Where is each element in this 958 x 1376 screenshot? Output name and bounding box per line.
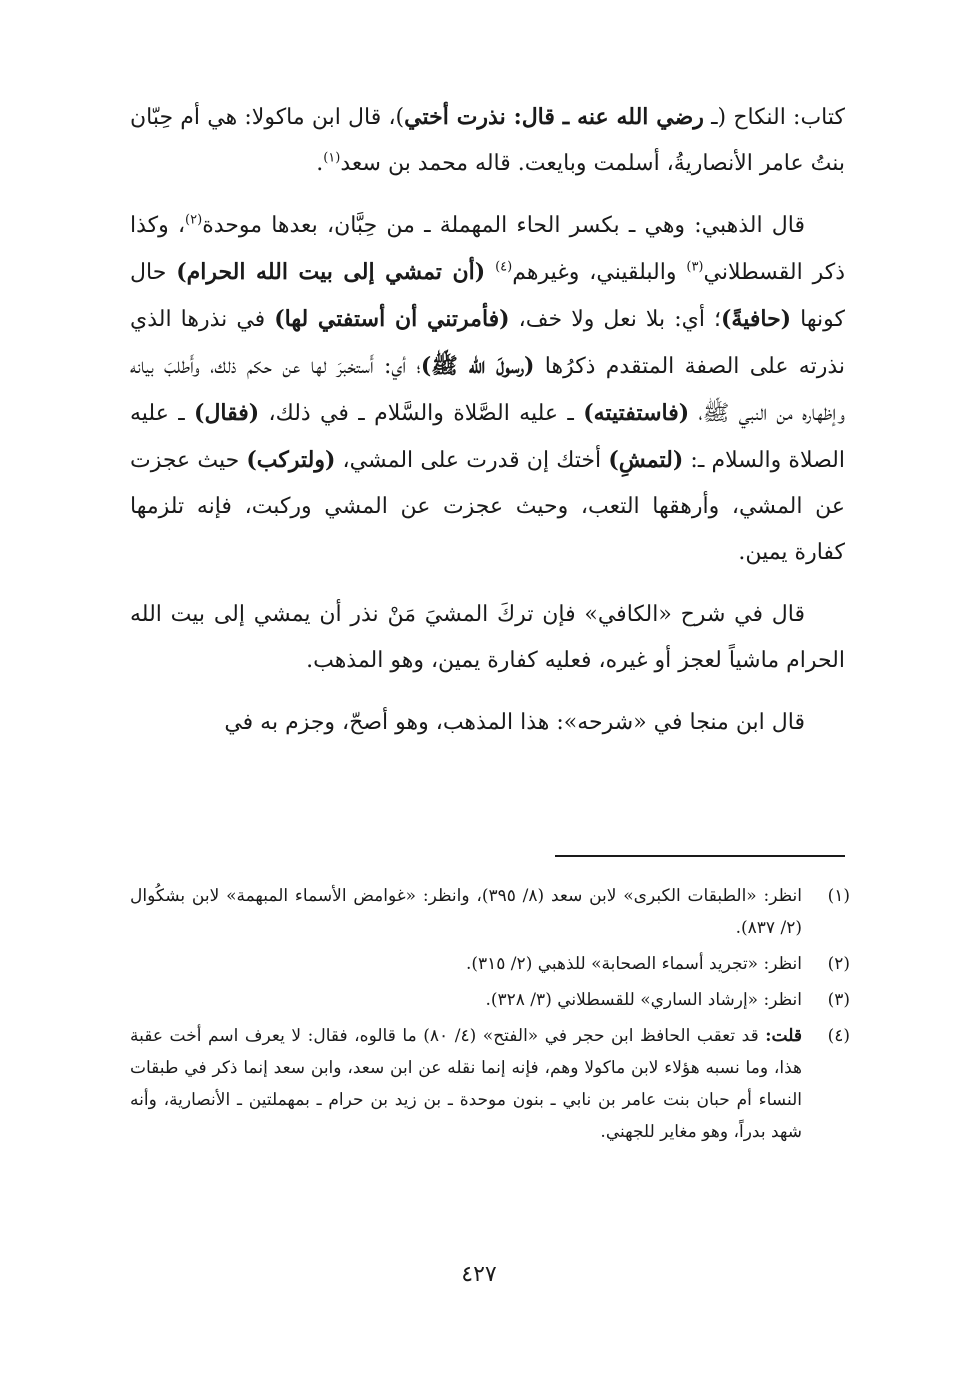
footnote-number: (١) xyxy=(827,886,850,906)
text-span: حيث عجزت عن المشي، وأرهقها التعب، وحيث عجزت عن المشي وركبت، فإنه تلزمها كفارة يمين. xyxy=(130,448,845,565)
text-span: ـ عليه الصَّلاة والسَّلام ـ في ذلك، xyxy=(259,401,584,426)
footnote-1 xyxy=(130,880,850,944)
main-text-body xyxy=(130,94,845,762)
text-span: أختك إن قدرت على المشي، xyxy=(335,448,609,473)
text-span: ؛ أي: أَستخبرَ لها عن حكم ذلك، وأَطلبَ بيانه وإظهاره من النبي ﷺ، xyxy=(130,354,845,426)
text-span: قال الذهبي: وهي ـ بكسر الحاء المهملة ـ من حِبَّان، بعدها موحدة xyxy=(202,213,805,238)
text-span: ؛ أي: بلا نعل ولا خف، xyxy=(509,307,722,332)
paragraph-1 xyxy=(130,94,845,187)
footnote-ref-3[interactable]: (٣) xyxy=(686,259,704,275)
footnote-ref-1[interactable]: (١) xyxy=(323,150,341,166)
text-span: في نذرها الذي نذرته على الصفة المتقدم ذكرُها xyxy=(130,307,845,379)
bold-quote: رضي الله عنه ـ قال: نذرت أختي xyxy=(404,104,704,130)
footnote-4 xyxy=(130,1020,850,1148)
footnote-2 xyxy=(130,948,850,980)
text-span: والبلقيني، وغيرهم xyxy=(512,260,687,285)
text-span xyxy=(485,260,495,285)
footnote-3 xyxy=(130,984,850,1016)
footnote-text: انظر: «إرشاد الساري» للقسطلاني (٣/ ٣٢٨). xyxy=(485,990,802,1010)
bold-quote: (رسولَ الله ﷺ) xyxy=(420,353,535,379)
footnote-text xyxy=(130,1020,802,1148)
paragraph-3: قال في شرح «الكافي» فإن تركَ المشيَ مَنْ نذر أن يمشي إلى بيت الله الحرام ماشياً لعجز أو غيره، فعليه كفارة يمين، وهو المذهب. xyxy=(130,602,845,673)
bold-quote: (فاستفتيته) xyxy=(583,400,690,426)
footnote-ref-2[interactable]: (٢) xyxy=(185,212,203,228)
footnote-number: (٢) xyxy=(827,954,850,974)
text-span: كتاب: النكاح (ـ xyxy=(703,105,845,130)
footnote-bold-lead: قلت: xyxy=(765,1026,803,1046)
footnote-divider xyxy=(555,855,845,857)
footnote-text: انظر: «الطبقات الكبرى» لابن سعد (٨/ ٣٩٥)، وانظر: «غوامض الأسماء المبهمة» لابن بشكُوال (٢/ ٨٣٧). xyxy=(130,886,802,938)
bold-quote: (فقال) xyxy=(194,400,260,426)
bold-quote: (ولتركب) xyxy=(246,447,336,473)
bold-quote: (فأمرتني أن أستفتي لها) xyxy=(274,306,510,332)
footnote-ref-4[interactable]: (٤) xyxy=(495,259,513,275)
text-span: . xyxy=(316,151,324,176)
footnotes xyxy=(130,880,850,1152)
bold-quote: (أن تمشي إلى بيت الله الحرام) xyxy=(176,259,486,285)
text-span: ـ عليه الصلاة والسلام ـ: xyxy=(130,401,845,473)
footnote-text: انظر: «تجريد أسماء الصحابة» للذهبي (٢/ ٣١٥). xyxy=(465,954,802,974)
text-span: حال كونها xyxy=(130,260,845,332)
page-number: ٤٢٧ xyxy=(461,1262,497,1287)
bold-quote: (لتمشِ) xyxy=(608,447,684,473)
footnote-body: قد تعقب الحافظ ابن حجر في «الفتح» (٤/ ٨٠) ما قالوه، فقال: لا يعرف اسم أخت عقبة هذا، وما نسبه هؤلاء لابن ماكولا وهم، فإنه إنما نقله عن ابن سعد، وابن سعد إنما ذكر في طبقات النساء أم حبان بنت عامر بن نابي ـ بنون موحدة ـ بن زيد بن حرام ـ بمهملتين ـ الأنصارية، وأنه شهد بدراً، وهو مغاير للجهني. xyxy=(130,1026,802,1142)
text-span: ، وكذا ذكر القسطلاني xyxy=(130,213,846,285)
text-span: )، قال ابن ماكولا: هي أم حِبّان بنتُ عامر الأنصاريةُ، أسلمت وبايعت. قاله محمد بن سعد xyxy=(130,105,845,176)
footnote-number: (٣) xyxy=(827,990,850,1010)
paragraph-4: قال ابن منجا في «شرحه»: هذا المذهب، وهو أصحّ، وجزم به في xyxy=(224,710,805,735)
paragraph-2 xyxy=(130,203,845,576)
footnote-number: (٤) xyxy=(827,1026,850,1046)
bold-quote: (حافيةً) xyxy=(721,306,792,332)
